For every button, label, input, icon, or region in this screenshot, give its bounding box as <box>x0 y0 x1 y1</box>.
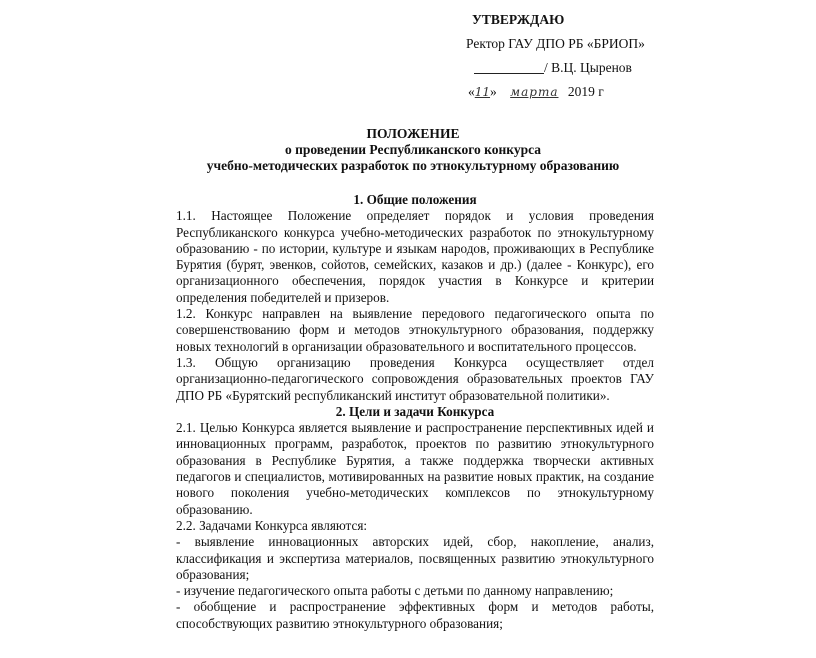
list-item-2: - изучение педагогического опыта работы с детьми по данному направлению; <box>176 583 614 599</box>
paragraph-2-1: 2.1. Целью Конкурса является выявление и распространение перспективных идей и инновационных программ, разработок, проектов по развитию этнокультурного образования в Республике Бурятия, а также поддержка творчески активных педагогов и специалистов, мотивированных на развитие новых практик, на создание нового поколения учебно-методических комплексов по этнокультурному образованию. <box>176 420 654 517</box>
approval-signer: / В.Ц. Цыренов <box>544 60 632 75</box>
date-month: марта <box>510 85 559 99</box>
date-day: 11 <box>474 85 491 99</box>
approval-date <box>466 80 706 104</box>
section-heading-2: 2. Цели и задачи Конкурса <box>335 403 495 419</box>
approval-signature-line <box>466 56 706 80</box>
paragraph-2-2: 2.2. Задачами Конкурса являются: <box>176 517 368 533</box>
paragraph-1-1: 1.1. Настоящее Положение определяет порядок и условия проведения Республиканского конкурса учебно-методических разработок по этнокультурному образованию - по истории, культуре и языкам народов, проживающих в Республике Бурятия (бурят, эвенков, сойотов, семейских, казаков и др.) (далее - Конкурс), его организационного обеспечения, порядок участия в Конкурсе и критерии определения победителей и призеров. <box>176 208 654 305</box>
title-line-1: ПОЛОЖЕНИЕ <box>366 126 460 141</box>
section-heading-1: 1. Общие положения <box>353 192 477 207</box>
approval-title: УТВЕРЖДАЮ <box>472 12 565 27</box>
title-line-2: о проведении Республиканского конкурса <box>284 142 542 157</box>
paragraph-1-2: 1.2. Конкурс направлен на выявление передового педагогического опыта по совершенствованию форм и методов этнокультурного образования, поддержку новых технологий в организации образовательного и воспитательного процессов. <box>176 306 654 354</box>
date-year: 2019 г <box>567 84 604 99</box>
signature-blank <box>474 59 544 74</box>
document-body <box>176 192 654 632</box>
list-item-1: - выявление инновационных авторских идей, сбор, накопление, анализ, классификация и экспертиза материалов, посвященных развитию этнокультурного образования; <box>176 534 654 582</box>
title-line-3: учебно-методических разработок по этнокультурному образованию <box>206 158 620 173</box>
date-open-quote: « <box>468 84 475 99</box>
approval-block <box>466 8 706 104</box>
document-title <box>150 126 676 174</box>
paragraph-1-3: 1.3. Общую организацию проведения Конкурса осуществляет отдел организационно-педагогического сопровождения образовательных проектов ГАУ ДПО РБ «Бурятский республиканский институт образовательной политики». <box>176 354 654 403</box>
list-item-3: - обобщение и распространение эффективных форм и методов работы, способствующих развитию этнокультурного образования; <box>176 599 654 631</box>
date-close-quote: » <box>490 84 497 99</box>
approval-position: Ректор ГАУ ДПО РБ «БРИОП» <box>466 36 645 51</box>
